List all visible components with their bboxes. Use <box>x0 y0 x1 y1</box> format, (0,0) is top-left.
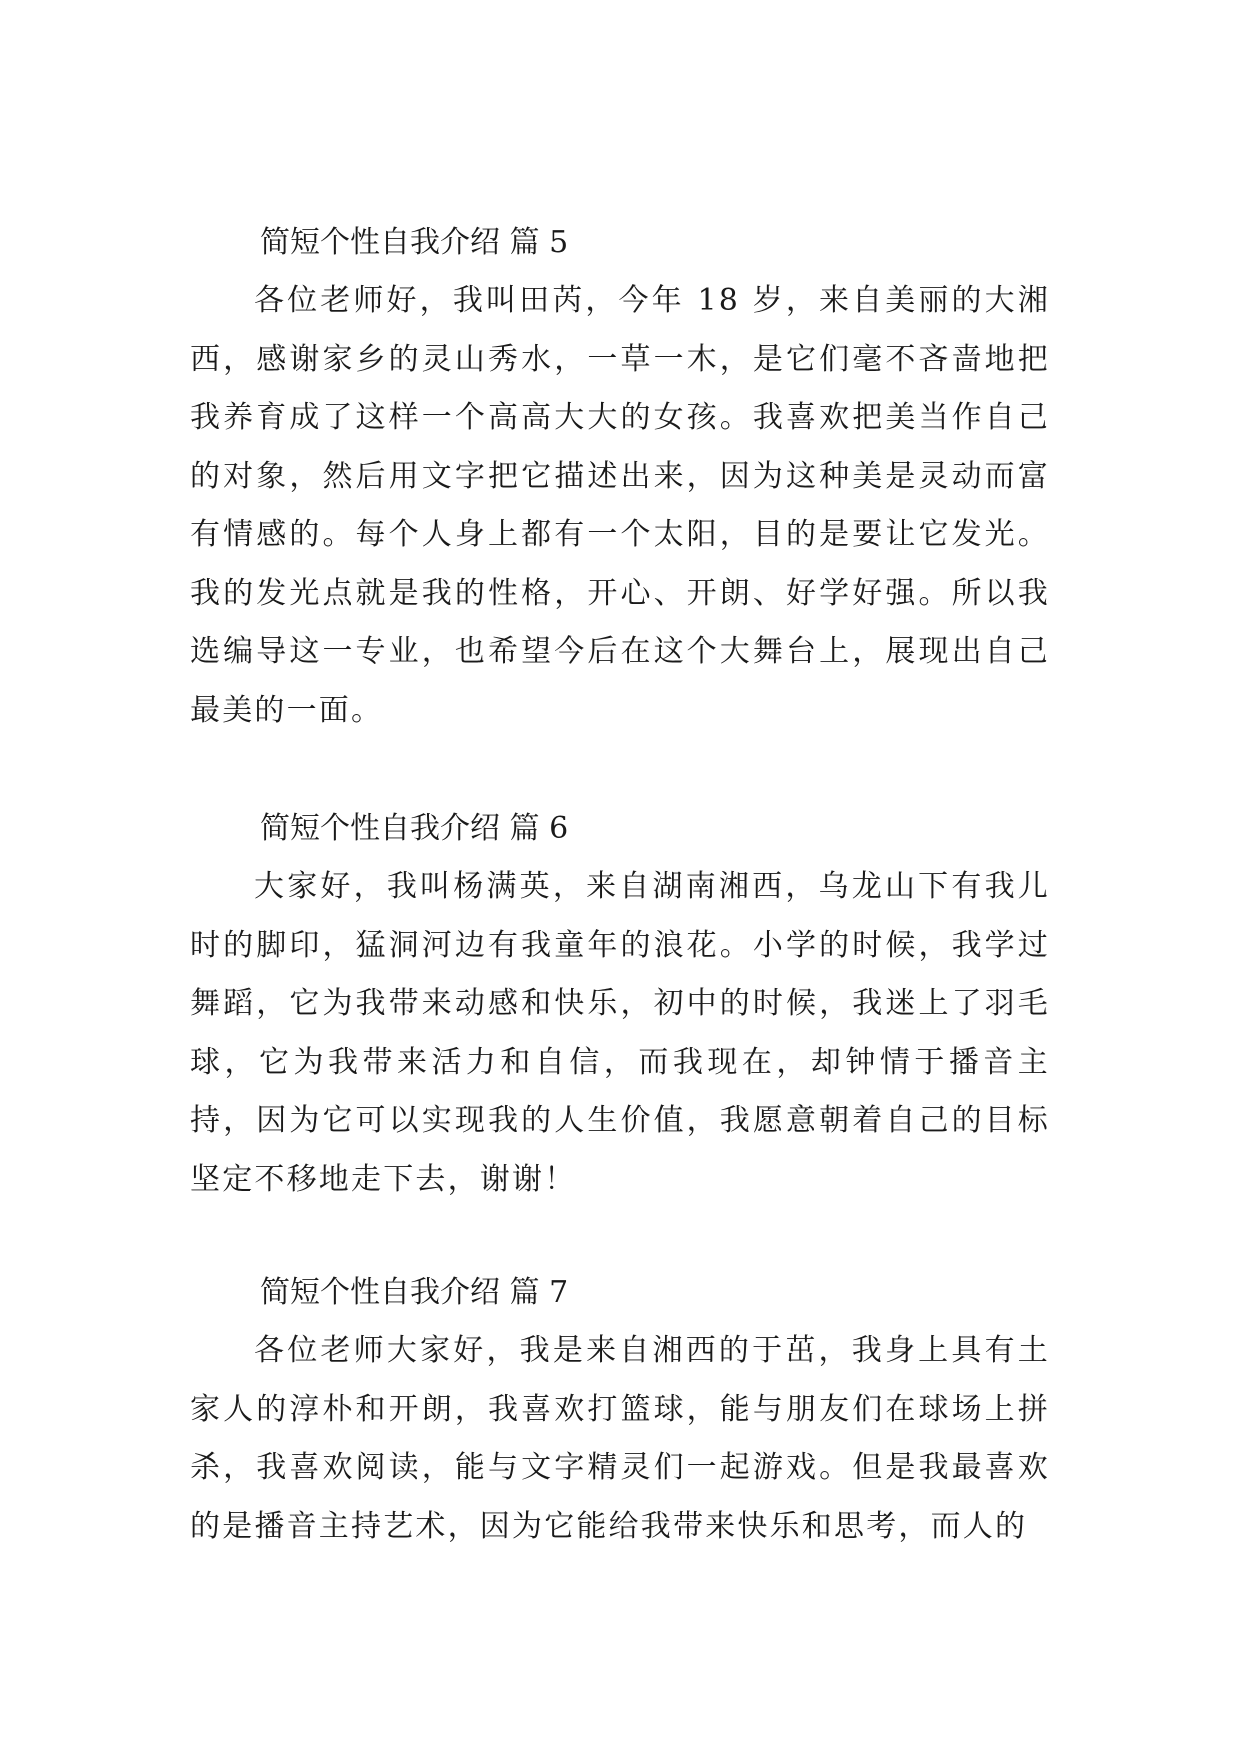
section-title: 简短个性自我介绍 篇 7 <box>260 1275 569 1310</box>
section-6 <box>190 800 1050 1209</box>
section-title: 简短个性自我介绍 篇 6 <box>260 811 569 846</box>
section-title: 简短个性自我介绍 篇 5 <box>260 225 569 260</box>
section-7 <box>190 1264 1050 1556</box>
section-paragraph: 大家好，我叫杨满英，来自湖南湘西，乌龙山下有我儿时的脚印，猛洞河边有我童年的浪花。小学的时候，我学过舞蹈，它为我带来动感和快乐，初中的时候，我迷上了羽毛球，它为我带来活力和自信，而我现在，却钟情于播音主持，因为它可以实现我的人生价值，我愿意朝着自己的目标坚定不移地走下去，谢谢！ <box>190 869 1050 1197</box>
section-paragraph: 各位老师大家好，我是来自湘西的于茁，我身上具有土家人的淳朴和开朗，我喜欢打篮球，能与朋友们在球场上拼杀，我喜欢阅读，能与文字精灵们一起游戏。但是我最喜欢的是播音主持艺术，因为它能给我带来快乐和思考，而人的 <box>190 1333 1050 1544</box>
section-paragraph: 各位老师好，我叫田芮，今年 18 岁，来自美丽的大湘西，感谢家乡的灵山秀水，一草一木，是它们毫不吝啬地把我养育成了这样一个高高大大的女孩。我喜欢把美当作自己的对象，然后用文字把它描述出来，因为这种美是灵动而富有情感的。每个人身上都有一个太阳，目的是要让它发光。我的发光点就是我的性格，开心、开朗、好学好强。所以我选编导这一专业，也希望今后在这个大舞台上，展现出自己最美的一面。 <box>190 283 1050 728</box>
section-5 <box>190 214 1050 740</box>
